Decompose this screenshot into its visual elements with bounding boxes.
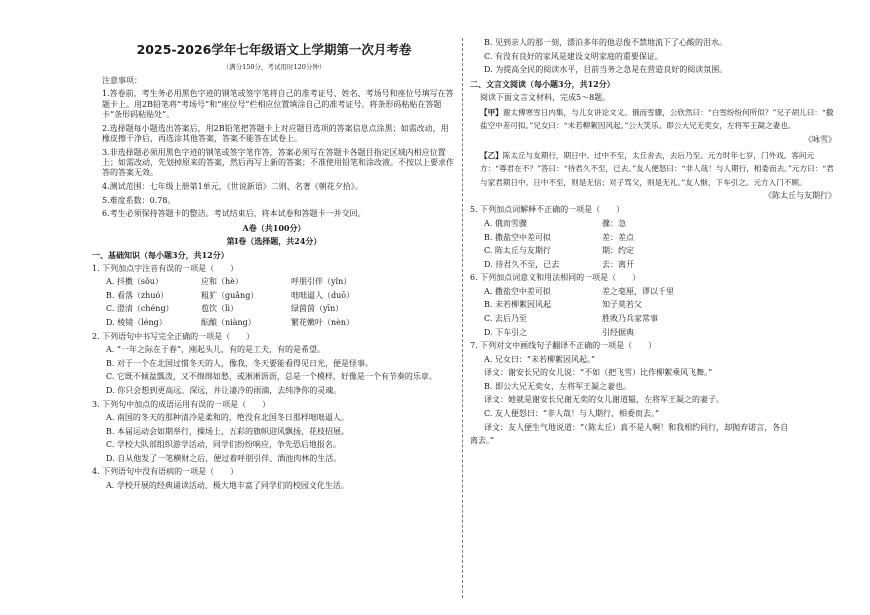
question-7-line: C. 友人便怒曰：“非人哉！与人期行，相委而去。” <box>484 409 660 419</box>
option-word: 呼朋引伴（yǐn） <box>291 277 352 287</box>
option-gloss: 差：差点 <box>602 232 634 242</box>
question-6-option-d <box>470 328 836 338</box>
question-5-option-c <box>470 246 836 256</box>
option-phrase-compare: 引经据典 <box>602 327 634 337</box>
question-4-option-d: D. 为提高全民的阅读水平，目前当务之急是在营造良好的阅读氛围。 <box>484 65 728 75</box>
option-phrase: C. 去后乃至 <box>484 314 527 324</box>
question-7-line: 离去。” <box>470 436 495 446</box>
option-phrase-compare: 差之毫厘，谬以千里 <box>602 286 674 296</box>
option-word: B. 看落（zhuó） <box>106 290 169 300</box>
option-gloss: 去：离开 <box>602 259 634 269</box>
note-item: 1.答卷前，考生务必用黑色字迹的钢笔或签字笔将自己的准考证号、姓名、考场号和座位号填写在答题卡上。用2B铅笔将“考场号”和“座位号”栏相应位置填涂自己的准考证号。将条形码粘贴在答题卡“条形码粘贴处”。 <box>102 89 454 120</box>
question-2-option-a: A. “一年之际在于春”，刚起头儿，有的是工夫，有的是希望。 <box>106 345 326 355</box>
question-4-option-b: B. 见到亲人的那一刻，漂泊多年的他忍俊不禁地流下了心酸的泪水。 <box>484 38 727 47</box>
question-3-option-a: A. 南国的冬天的那种清冷是柔和的，绝没有北国冬日那样咄咄逼人。 <box>106 413 349 423</box>
question-5-option-a <box>470 219 836 229</box>
question-5-option-d <box>470 260 836 270</box>
passage-text: 陈太丘与友期行，期日中。过中不至，太丘舍去，去后乃至。元方时年七岁，门外戏。客问元方：“尊君在不？”答曰：“待君久不至，已去。”友人便怒曰：“非人哉！与人期行，相委而去。”元方曰：“君与家君期日中。日中不至，则是无信；对子骂父，则是无礼。”友人惭，下车引之。元方入门不顾。 <box>480 151 834 187</box>
note-item: 3.非选择题必须用黑色字迹的钢笔或签字笔作答，答案必须写在答题卡各题目指定区域内相应位置上；如需改动，先划掉原来的答案，然后再写上新的答案；不准使用铅笔和涂改液。不按以上要求作答的答案无效。 <box>102 147 454 178</box>
question-7-line: B. 即公大兄无奕女，左将军王凝之妻也。 <box>484 381 631 391</box>
question-2-stem: 2. 下列语句中书写完全正确的一项是（ ） <box>92 331 255 341</box>
question-6-option-c <box>470 314 836 324</box>
option-word: 应和（hè） <box>201 277 243 287</box>
question-7-line: 译文：友人便生气地说道：“（陈太丘）真不是人啊！和我相约同行，却抛弃诺言，各自 <box>484 422 789 432</box>
option-phrase: B. 撒盐空中差可拟 <box>484 232 551 242</box>
notes-title: 注意事项： <box>102 75 142 85</box>
question-5-stem: 5. 下列加点词解释不正确的一项是（ ） <box>470 205 625 215</box>
question-7-stem: 7. 下列对文中画线句子翻译不正确的一项是（ ） <box>470 341 657 351</box>
passage-tag: 【乙】 <box>480 151 503 161</box>
passage-yi <box>470 149 836 189</box>
question-1-option-b <box>92 291 456 301</box>
option-word: 繁花嫩叶（nèn） <box>291 318 355 328</box>
option-word: C. 澄清（chéng） <box>106 304 174 314</box>
option-phrase-compare: 胜败乃兵家常事 <box>602 314 658 324</box>
question-4-stem: 4. 下列语句中没有语病的一项是（ ） <box>92 467 239 477</box>
note-item: 4.测试范围：七年级上册第1单元，《世说新语》二则、名著《朝花夕拾》。 <box>102 181 363 191</box>
question-2-option-d: D. 你只会想到更高远、深远，并让凄冷的雨滴，去纯净你的灵魂。 <box>106 385 342 395</box>
part-heading: 第Ⅰ卷（选择题，共24分） <box>226 236 322 247</box>
option-phrase-compare: 知子莫若父 <box>602 300 642 310</box>
passage-source: 《陈太丘与友期行》 <box>764 191 836 200</box>
option-phrase: C. 陈太丘与友期行 <box>484 246 551 256</box>
note-item: 6.考生必须保持答题卡的整洁。考试结束后，将本试卷和答题卡一并交回。 <box>102 209 366 219</box>
question-1-option-c <box>92 304 456 314</box>
question-2-option-c: C. 它既不倾盆瓢泼，又不绵绵如愁，或淅淅沥沥，总是一个模样，好像是一个有节奏的乐章。 <box>106 372 437 382</box>
passage-jia <box>470 106 836 133</box>
left-column <box>92 38 456 495</box>
exam-subtitle: （满分150分，考试用时120分钟） <box>222 63 326 72</box>
passage-source: 《咏雪》 <box>804 134 836 144</box>
question-2-option-b: B. 对于一个在北国过惯冬天的人，像我，冬天要能看得见日光，便是怪事。 <box>106 358 373 368</box>
note-item: 5.难度系数：0.78。 <box>102 195 176 205</box>
option-word: A. 抖擞（sǒu） <box>106 277 163 287</box>
question-6-stem: 6. 下列加点词意义和用法相同的一项是（ ） <box>470 273 641 283</box>
option-phrase: A. 撒盐空中差可拟 <box>484 286 551 296</box>
question-7-line: 译文：谢安长兄的女儿说：“不如（把飞雪）比作柳絮乘风飞舞。” <box>484 368 713 378</box>
question-3-option-b: B. 本届运动会如期举行，操场上，五彩的旗帜迎风飘扬，花枝招展。 <box>106 426 349 436</box>
option-word: D. 棱镜（léng） <box>106 318 167 328</box>
question-1-option-d <box>92 318 456 328</box>
question-4-option-a: A. 学校开展的经典诵读活动，极大地丰富了同学们的校园文化生活。 <box>106 480 349 490</box>
volume-heading: A卷（共100分） <box>242 222 306 233</box>
passage-text: 谢太傅寒雪日内集，与儿女讲论文义。俄而雪骤，公欣然曰：“白雪纷纷何所似？”兄子胡儿曰：“撒盐空中差可拟。”兄女曰：“未若柳絮因风起。”公大笑乐。即公大兄无奕女，左将军王凝之妻也。 <box>480 108 834 131</box>
option-word: 酝酿（niàng） <box>201 318 256 328</box>
section-intro: 阅读下面文言文材料，完成5～8题。 <box>480 92 611 102</box>
question-3-option-d: D. 自从他发了一笔横财之后，便过着呼朋引伴、酒池肉林的生活。 <box>106 453 342 463</box>
option-phrase: D. 下车引之 <box>484 327 528 337</box>
option-word: 粗犷（guǎng） <box>201 290 259 300</box>
question-7-line: A. 兄女曰：“未若柳絮因风起。” <box>484 354 596 364</box>
question-1-option-a <box>92 277 456 287</box>
option-gloss: 骤：急 <box>602 218 626 228</box>
section-classical-reading: 二、文言文阅读（每小题3分，共12分） <box>470 78 615 89</box>
question-5-option-b <box>470 233 836 243</box>
question-3-option-c: C. 学校大队部组织游学活动，同学们纷纷响应，争先恐后地报名。 <box>106 440 341 450</box>
question-3-stem: 3. 下列句中加点的成语运用有误的一项是（ ） <box>92 399 271 409</box>
section-basic-knowledge: 一、基础知识（每小题3分，共12分） <box>92 249 229 260</box>
option-phrase: A. 俄而雪骤 <box>484 218 527 228</box>
question-6-option-a <box>470 287 836 297</box>
option-word: 苞饮（lì） <box>201 304 239 314</box>
right-column <box>470 38 836 450</box>
passage-tag: 【甲】 <box>480 108 503 118</box>
question-4-option-c: C. 有没有良好的家风是建设文明家庭的重要保证。 <box>484 51 663 61</box>
question-7-line: 译文：她就是谢安长兄谢无奕的女儿谢道韫，左将军王凝之的妻子。 <box>484 395 724 405</box>
exam-title: 2025-2026学年七年级语文上学期第一次月考卷 <box>136 42 412 57</box>
option-gloss: 期：约定 <box>602 246 634 256</box>
column-divider <box>462 38 463 598</box>
option-phrase: D. 待君久不至，已去 <box>484 259 560 269</box>
note-item: 2.选择题每小题选出答案后，用2B铅笔把答题卡上对应题目选项的答案信息点涂黑；如需改动，用橡皮擦干净后，再选涂其他答案，答案不能答在试卷上。 <box>102 123 449 144</box>
question-6-option-b <box>470 300 836 310</box>
option-word: 绿茵茵（yīn） <box>291 304 344 314</box>
question-1-stem: 1. 下列加点字注音有误的一项是（ ） <box>92 263 239 273</box>
option-word: 咄咄逼人（duō） <box>291 290 355 300</box>
option-phrase: B. 未若柳絮因风起 <box>484 300 551 310</box>
